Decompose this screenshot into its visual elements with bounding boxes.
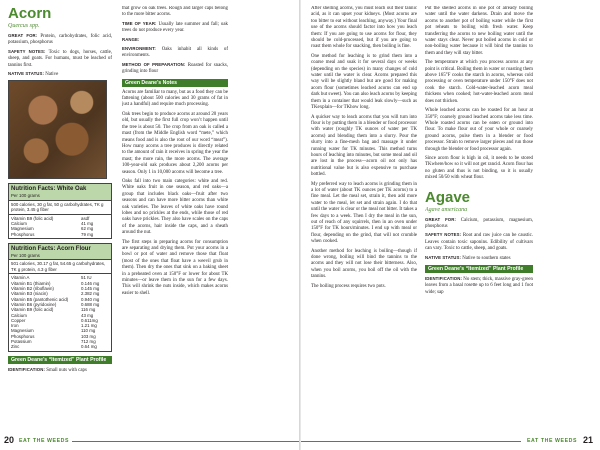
- body-paragraph: Oak trees begin to produce acorns at around 20 years old, but usually the first full crop won’t happen until the tree is about 50. The crop from an oak is called a mast (from the Middle English word “mete,” which means food and is also the root of our word “meat”). How many acorns a tree produces is directly related to the amount of rain it receives in spring the year the mast; the more rain, the more acorns. The average 100-year-old oak produces about 2,200 acorns per season. Only 1 in 10,000 acorns will become a tree.: [122, 111, 228, 175]
- nutrient-value: 103 mg: [81, 333, 96, 339]
- running-title: EAT THE WEEDS: [19, 437, 70, 444]
- nutrition-rows: [9, 215, 111, 238]
- nutrition-title: Nutrition Facts: Acorn Flour: [9, 244, 111, 253]
- nutrient-value: 2.382 mg: [81, 291, 100, 297]
- acorn-photo: [8, 80, 107, 179]
- nutrient-name: Vitamin B9 (folic acid): [11, 307, 54, 313]
- body-paragraph: Another method for leaching is boiling—though if done wrong, boiling will bind the tannins to the acorns and they will not lose their bitterness. Also, when you boil acorns, you boil off the oil with the tannins.: [311, 248, 417, 280]
- nutrient-value: 43 mg: [81, 312, 94, 318]
- nutrient-name: Phosphorus: [11, 333, 35, 339]
- nutrient-name: Vitamin A: [11, 275, 30, 281]
- nutrient-value: 0.940 mg: [81, 296, 100, 302]
- left-column-1: [8, 6, 112, 376]
- nutrition-rows: [9, 274, 111, 350]
- nutrition-calories: 501 calories, 30.17 g fat, 54.65 g carbohydrates, TK g protein, 4.3 g fiber: [9, 260, 111, 274]
- latin-name: Quercus spp.: [8, 23, 40, 29]
- body-paragraph: Put the shelled acorns in one pot of already boiling water until the water darkens. Drain and move the acorns to another pot of boiling water while the first pot reheats to boiling with fresh water. Keep transferring the acorns to new boiling water until the water stays clear. Never put boiled acorns in cold or non-boiling water because it will bind the tannins to them and they will stay bitter.: [425, 6, 533, 56]
- nutrient-value: 79 mg: [81, 231, 94, 237]
- left-page: [0, 0, 299, 450]
- body-paragraph: The temperature at which you process acorns at any point is critical. Boiling them in water or roasting them above 165°F cooks the starch in acorns, whereas cold processing or oven temperature under 150°F does not cook the starch. Cold-water-leached acorn meal thickens when cooked; hot-water-leached acorn meal does not thicken.: [425, 60, 533, 104]
- nutrient-value: 0.145 mg: [81, 286, 100, 292]
- page-number: 21: [583, 435, 594, 445]
- identification-continued: that grow on oak trees. Rough and larger caps belong to the more bitter acorns.: [122, 6, 228, 18]
- nutrient-name: Phosphorus: [11, 231, 35, 237]
- body-paragraph: The boiling process requires two pots.: [311, 283, 386, 289]
- nutrient-value: 41 mg: [81, 221, 94, 227]
- nutrient-name: Iron: [11, 323, 19, 329]
- footer-rule: [301, 441, 521, 442]
- nutrient-name: Magnesium: [11, 328, 34, 334]
- nutrient-name: Magnesium: [11, 226, 34, 232]
- plant-profile-bar: Green Deane’s “Itemized” Plant Profile: [425, 265, 533, 273]
- nutrient-name: Vitamin B9 (folic acid): [11, 215, 54, 221]
- right-column-1: [311, 6, 417, 293]
- nutrient-name: Vitamin B6 (pyridoxine): [11, 301, 57, 307]
- nutrient-name: Vitamin B3 (niacin): [11, 291, 48, 297]
- body-paragraph: Whole leached acorns can be roasted for an hour at 350°F; coarsely ground leached acorns take less time. Whole roasted acorns can be eaten or ground into flour. To make flour out of your whole or coarsely ground acorns, pulse them in a blender or food processor. Strain to remove larger pieces and run those through the blender or food processor again.: [425, 108, 533, 152]
- nutrient-name: Vitamin B2 (riboflavin): [11, 286, 54, 292]
- native-label: NATIVE STATUS:: [425, 254, 462, 260]
- great-for-text: Protein, carbohydrates, folic acid, potassium, phosphorus: [8, 34, 112, 46]
- safety-text: Root and raw juice can be caustic. Leaves contain toxic saponins. Edibility of cultivars can vary. Toxic to cattle, sheep, and goats.: [425, 233, 533, 252]
- time-of-year-label: TIME OF YEAR:: [122, 20, 157, 26]
- great-for-text: Calcium, potassium, magnesium, phosphorus: [425, 217, 533, 229]
- native-text: Native to southern states: [462, 255, 511, 261]
- notes-bar: Green Deane’s Notes: [122, 79, 228, 87]
- range-label: RANGE:: [122, 36, 140, 42]
- nutrition-row: [9, 344, 111, 349]
- nutrient-value: asdf: [81, 215, 90, 221]
- identification-text: Small nuts with caps: [46, 367, 87, 373]
- nutrient-name: Zinc: [11, 344, 20, 350]
- method-text: Roasted for snacks, grinding into flour: [122, 62, 228, 75]
- nutrition-per: Per 100 grams: [9, 253, 111, 260]
- nutrient-value: 116 mg: [81, 307, 96, 313]
- safety-label: SAFETY NOTES:: [425, 232, 462, 238]
- nutrition-table-white-oak: [8, 183, 112, 239]
- nutrient-value: 712 mg: [81, 339, 96, 344]
- nutrition-calories: 500 calories, 30 g fat, 50 g carbohydrates, TK g protein, 3.45 g fiber: [9, 201, 111, 215]
- body-paragraph: The first steps in preparing acorns for consumption are separating and drying them. Put your acorns in a bowl or pot of water and remove those that float (most of the ones that float have a weevil grub in them). Then dry the ones that sink on a baking sheet in a preheated oven at 150°F or lower for about TK minutes—or leave them in the sun for a few days. This will shrink the nuts inside, which makes acorns easier to shell.: [122, 239, 228, 296]
- body-paragraph: My preferred way to leach acorns is grinding them in a lot of water (about TK ounces per TK acorns) to a fine meal. Let the meal set, strain it, then add more water to the meal, let set and strain again. I do that until the water is clear or the meal not bitter. It takes a few days to a week. Then I dry the meal in the sun, out of reach of any squirrels, then in an oven under 150°F for TK hours/minutes. I end up with meal or flour, depending on the grind, that will not crumble when cooked.: [311, 181, 417, 245]
- nutrient-name: Potassium: [11, 339, 32, 344]
- nutrient-value: 0.64 mg: [81, 344, 97, 350]
- great-for-label: GREAT FOR:: [425, 216, 456, 222]
- body-paragraph: One method for leaching is to grind them into a coarse meal and soak it for several days or weeks (depending on the species) in many changes of cold water until the water is clear. Acorns prepared this way will be slightly bland but are good for making acorn flour (sometimes leached acorns can end up dark but sweet). You can also leach acorns by keeping them in a container that would leak slowly—such as TKexplain—for TKhow long.: [311, 53, 417, 111]
- nutrient-value: 110 mg: [81, 328, 96, 334]
- environment-text: Oaks inhabit all kinds of environments.: [122, 47, 228, 59]
- nutrient-name: Vitamin B5 (pantothenic acid): [11, 296, 69, 302]
- latin-name: Agave americana: [425, 206, 468, 213]
- nutrient-name: Copper: [11, 317, 26, 323]
- nutrient-name: Calcium: [11, 312, 27, 318]
- safety-text: Toxic to dogs, horses, cattle, sheep, and goats. For humans, must be leached of tannins first.: [8, 49, 112, 68]
- page-number: 20: [4, 435, 15, 445]
- native-text: Native: [45, 72, 59, 78]
- running-title: EAT THE WEEDS: [527, 437, 578, 444]
- body-paragraph: A quicker way to leach acorns that you will turn into flour is by putting them in a blender or food processor with water (roughly TK ounces of water per TK acorns) and blending them into a slurry. Pour the slurry into a fine-mesh bag and massage it under running water for TK minutes. This method turns hours of leaching into minutes, but some meal and oil are lost in the process—acorn oil not only has nutritional value but is also expensive to purchase bottled.: [311, 114, 417, 178]
- nutrient-value: 0.611mg: [81, 317, 98, 323]
- great-for-label: GREAT FOR:: [8, 33, 38, 38]
- identification-text: No stem; thick, massive gray-green leaves from a basal rosette up to 6 feet long and 1 foot wide; sap: [425, 277, 533, 295]
- right-page: [301, 0, 600, 450]
- body-paragraph: Since acorn flour is high in oil, it needs to be stored TKwhere/how so it will not get rancid. Acorn flour has no gluten and thus is not binding, so it is usually mixed 50/50 with wheat flour.: [425, 155, 533, 181]
- nutrition-per: Per 100 grams: [9, 193, 111, 200]
- nutrient-name: Calcium: [11, 221, 27, 227]
- footer-rule: [72, 441, 299, 442]
- nutrient-value: 0.146 mg: [81, 280, 100, 286]
- left-footer: [0, 433, 299, 450]
- right-footer: [301, 433, 600, 450]
- native-label: NATIVE STATUS:: [8, 71, 45, 77]
- nutrient-value: 51 IU: [81, 275, 92, 281]
- method-label: METHOD OF PREPARATION:: [122, 61, 186, 67]
- body-paragraph: After shelling acorns, you must leach out their tannic acid, as it can upset your kidneys. (Most acorns are too bitter to eat without leaching, anyway.) Your final use of the acorns should factor into how you leach them: If you are going to use acorns for flour, they should be cold-processed, but if you are going to roast them whole for snacking, then boiling is fine.: [311, 6, 417, 50]
- identification-label: IDENTIFICATION:: [8, 366, 45, 372]
- nutrition-row: [9, 232, 111, 237]
- nutrient-value: 0.688 mg: [81, 301, 100, 307]
- identification-label: IDENTIFICATION:: [425, 276, 462, 281]
- body-paragraph: Acorns are familiar to many, but as a food they can be fattening (about 500 calories and 30 grams of fat in just a handful) and require much processing.: [122, 89, 228, 108]
- nutrition-title: Nutrition Facts: White Oak: [9, 184, 111, 193]
- nutrition-table-acorn-flour: [8, 243, 112, 352]
- species-title-agave: Agave: [425, 188, 471, 206]
- species-title-acorn: Acorn: [8, 6, 52, 22]
- left-column-2: [122, 6, 228, 300]
- nutrient-name: Vitamin B1 (thiamin): [11, 280, 51, 286]
- nutrient-value: 1.21 mg: [81, 323, 97, 329]
- nutrient-value: 62 mg: [81, 226, 94, 232]
- time-of-year-text: Usually late summer and fall; oak trees do not produce every year.: [122, 21, 228, 34]
- plant-profile-bar: Green Deane’s “Itemized” Plant Profile: [8, 356, 112, 364]
- safety-label: SAFETY NOTES:: [8, 48, 46, 54]
- environment-label: ENVIRONMENT:: [122, 46, 156, 52]
- right-column-2: [425, 6, 533, 298]
- body-paragraph: Oaks fall into two main categories: white and red. White oaks fruit in one season, and red oaks—a group that includes black oaks—fruit after two seasons and can have more bitter acorns than white oak varieties. The leaves of white oaks have round lobes and no prickles at the ends, while those of red oaks have prickles. They also have scales on the caps of the acorns, hair inside the caps, and a sheath around the nut.: [122, 178, 228, 236]
